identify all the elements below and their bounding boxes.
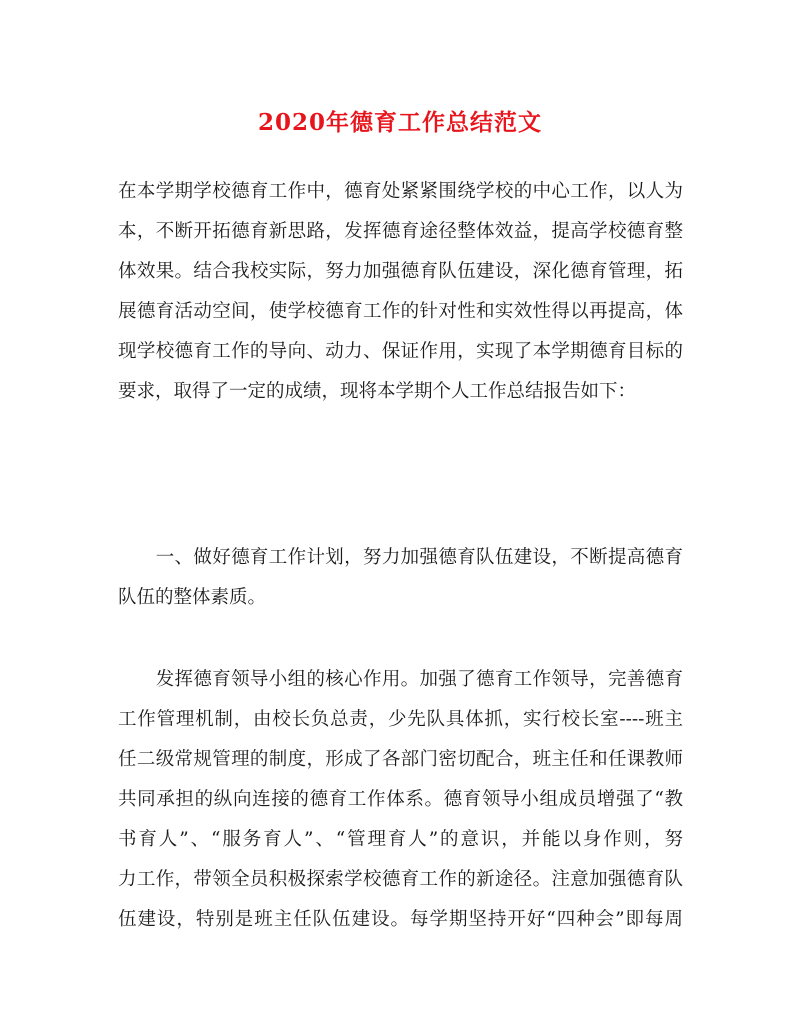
paragraph-line: 体效果。结合我校实际，努力加强德育队伍建设，深化德育管理，拓 bbox=[118, 261, 683, 282]
paragraph-line: 一、做好德育工作计划，努力加强德育队伍建设，不断提高德育 bbox=[118, 547, 683, 568]
paragraph-line: 发挥德育领导小组的核心作用。加强了德育工作领导，完善德育 bbox=[118, 669, 683, 690]
paragraph-line: 现学校德育工作的导向、动力、保证作用，实现了本学期德育目标的 bbox=[118, 341, 683, 362]
paragraph-line: 伍建设，特别是班主任队伍建设。每学期坚持开好“四种会”即每周 bbox=[118, 909, 683, 930]
paragraph-intro bbox=[118, 172, 683, 412]
paragraph-line: 工作管理机制，由校长负总责，少先队具体抓，实行校长室----班主 bbox=[118, 709, 683, 730]
paragraph-line: 队伍的整体素质。 bbox=[118, 587, 267, 608]
paragraph-line: 力工作，带领全员积极探索学校德育工作的新途径。注意加强德育队 bbox=[118, 869, 683, 890]
paragraph-body bbox=[118, 660, 683, 940]
paragraph-line: 书育人”、“服务育人”、“管理育人”的意识，并能以身作则，努 bbox=[118, 829, 683, 850]
paragraph-line: 共同承担的纵向连接的德育工作体系。德育领导小组成员增强了“教 bbox=[118, 789, 683, 810]
paragraph-line: 本，不断开拓德育新思路，发挥德育途径整体效益，提高学校德育整 bbox=[118, 221, 683, 242]
document-title: 2020年德育工作总结范文 bbox=[257, 109, 542, 136]
paragraph-line: 要求，取得了一定的成绩，现将本学期个人工作总结报告如下： bbox=[118, 381, 637, 402]
paragraph-line: 在本学期学校德育工作中，德育处紧紧围绕学校的中心工作，以人为 bbox=[118, 181, 683, 202]
paragraph-line: 展德育活动空间，使学校德育工作的针对性和实效性得以再提高，体 bbox=[118, 301, 683, 322]
paragraph-section-heading bbox=[118, 538, 683, 618]
paragraph-line: 任二级常规管理的制度，形成了各部门密切配合，班主任和任课教师 bbox=[118, 749, 683, 770]
